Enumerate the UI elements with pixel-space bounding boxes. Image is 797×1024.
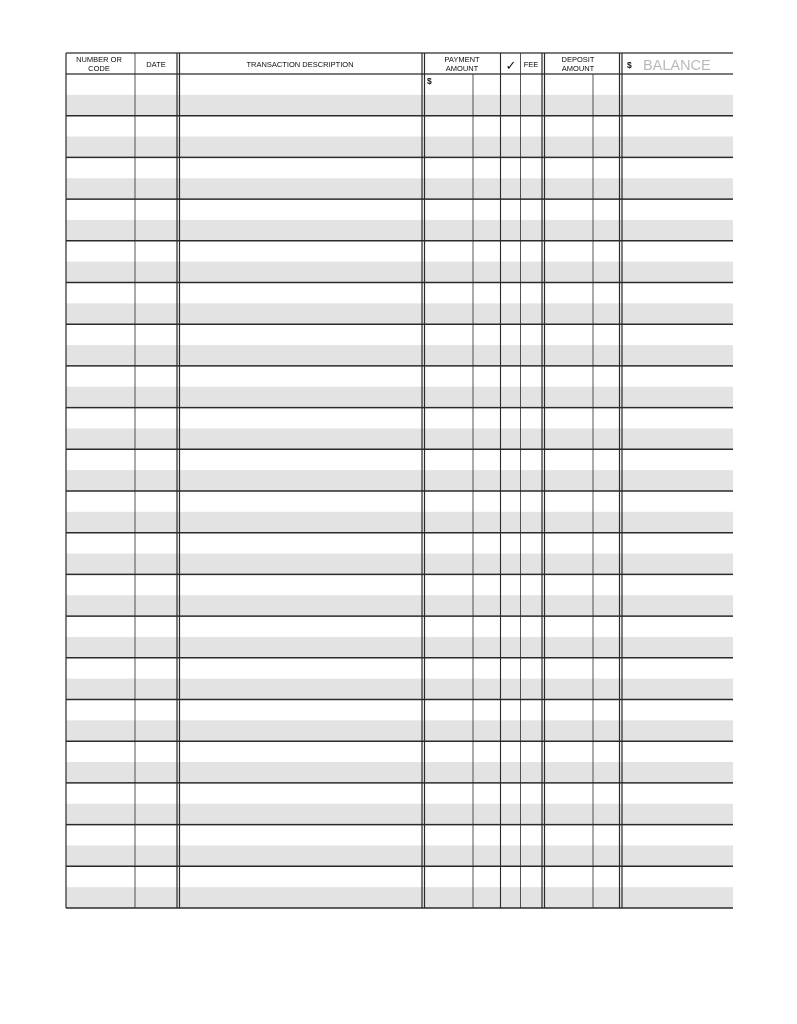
header-date: DATE — [146, 60, 166, 69]
header-fee: FEE — [523, 60, 539, 69]
shaded-sub-row — [66, 178, 733, 199]
shaded-sub-rows — [66, 95, 733, 908]
header-payment-amount-line2: AMOUNT — [445, 64, 479, 73]
shaded-sub-row — [66, 595, 733, 616]
header-balance-dollar: $ — [627, 60, 632, 70]
shaded-sub-row — [66, 845, 733, 866]
shaded-sub-row — [66, 137, 733, 158]
header-deposit-amount-line1: DEPOSIT — [561, 55, 595, 64]
header-balance: BALANCE — [643, 58, 711, 74]
shaded-sub-row — [66, 387, 733, 408]
shaded-sub-row — [66, 637, 733, 658]
shaded-sub-row — [66, 762, 733, 783]
header-labels — [76, 55, 711, 74]
shaded-sub-row — [66, 220, 733, 241]
check-mark-icon: ✓ — [505, 59, 517, 74]
shaded-sub-row — [66, 303, 733, 324]
shaded-sub-row — [66, 887, 733, 908]
shaded-sub-row — [66, 720, 733, 741]
shaded-sub-row — [66, 428, 733, 449]
header-number-or-code-line2: CODE — [88, 64, 110, 73]
payment-dollar-sign: $ — [427, 76, 432, 86]
header-transaction-description: TRANSACTION DESCRIPTION — [246, 60, 354, 69]
shaded-sub-row — [66, 554, 733, 575]
shaded-sub-row — [66, 512, 733, 533]
shaded-sub-row — [66, 345, 733, 366]
shaded-sub-row — [66, 262, 733, 283]
header-deposit-amount-line2: AMOUNT — [561, 64, 595, 73]
shaded-sub-row — [66, 470, 733, 491]
shaded-sub-row — [66, 804, 733, 825]
shaded-sub-row — [66, 95, 733, 116]
frame-lines — [66, 53, 733, 74]
header-number-or-code-line1: NUMBER OR — [76, 55, 122, 64]
shaded-sub-row — [66, 679, 733, 700]
header-payment-amount-line1: PAYMENT — [444, 55, 480, 64]
